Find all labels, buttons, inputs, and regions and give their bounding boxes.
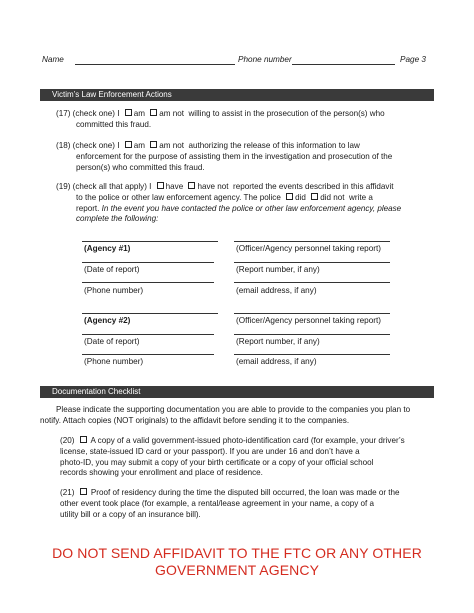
- q21-line-2: other event took place (for example, a rental/lease agreement in your name, a copy of a: [60, 498, 375, 508]
- q19-opt-have-not: have not: [197, 182, 229, 191]
- q19-opt-did-not: did not: [320, 192, 345, 202]
- agency-1-report-line[interactable]: [234, 262, 390, 263]
- agency-2-field-line[interactable]: [82, 313, 218, 314]
- agency-1-report-label: (Report number, if any): [236, 265, 320, 274]
- q19-text: reported the events described in this affidavit: [233, 182, 394, 191]
- q20-line-4: records showing your enrollment and place of residence.: [60, 468, 263, 478]
- q19-text-3: write a: [349, 192, 373, 202]
- q18-opt-am-not: am not: [159, 141, 184, 150]
- q19-text-4: report.: [76, 203, 100, 213]
- agency-1-date-line[interactable]: [82, 262, 214, 263]
- intro-line-1: Please indicate the supporting documentation you are able to provide to the companies you plan to: [56, 405, 411, 414]
- question-17: [56, 109, 436, 131]
- q20-checkbox[interactable]: [80, 436, 87, 443]
- agency-2-report-line[interactable]: [234, 334, 390, 335]
- agency-1-label: (Agency #1): [84, 244, 131, 253]
- q20-number: (20): [60, 436, 75, 445]
- question-19: [56, 182, 436, 225]
- q17-text: willing to assist in the prosecution of the person(s) who: [188, 109, 385, 118]
- q18-opt-am: am: [133, 141, 145, 150]
- q18-text: authorizing the release of this information to law: [188, 141, 360, 150]
- agency-2-phone-line[interactable]: [82, 354, 214, 355]
- agency-1-phone-label: (Phone number): [84, 286, 144, 295]
- q21-line-1: Proof of residency during the time the disputed bill occurred, the loan was made or the: [90, 488, 400, 497]
- agency-1-email-label: (email address, if any): [236, 286, 317, 295]
- agency-1-field-line[interactable]: [82, 241, 218, 242]
- agency-1-date-label: (Date of report): [84, 265, 140, 274]
- q17-text-2: committed this fraud.: [76, 119, 152, 129]
- q19-instruction-2: complete the following:: [76, 214, 159, 224]
- agency-2-phone-label: (Phone number): [84, 357, 144, 366]
- q20-line-2: license, state-issued ID card or your passport). If you are under 16 and don’t have a: [60, 446, 360, 456]
- q17-lead: (check one) I: [72, 109, 120, 118]
- q19-have-checkbox[interactable]: [157, 182, 164, 189]
- page-number: Page 3: [400, 55, 426, 64]
- name-field-line[interactable]: [75, 64, 235, 65]
- q19-opt-have: have: [165, 182, 184, 191]
- warning-line-2: GOVERNMENT AGENCY: [154, 562, 320, 578]
- agency-2-officer-line[interactable]: [234, 313, 390, 314]
- agency-1-officer-line[interactable]: [234, 241, 390, 242]
- question-21: [60, 488, 440, 520]
- q18-am-checkbox[interactable]: [125, 141, 132, 148]
- section-heading-law-enforcement: Victim’s Law Enforcement Actions: [40, 89, 434, 101]
- agency-2-officer-label: (Officer/Agency personnel taking report): [236, 316, 382, 325]
- q19-did-checkbox[interactable]: [286, 193, 293, 200]
- q19-did-not-checkbox[interactable]: [311, 193, 318, 200]
- q19-number: (19): [56, 182, 71, 191]
- agency-1-phone-line[interactable]: [82, 282, 214, 283]
- warning-line-1: DO NOT SEND AFFIDAVIT TO THE FTC OR ANY OTHER: [52, 545, 422, 561]
- q19-have-not-checkbox[interactable]: [188, 182, 195, 189]
- phone-label: Phone number: [238, 55, 292, 64]
- q19-instruction: In the event you have contacted the police or other law enforcement agency, please: [101, 203, 402, 213]
- q17-am-not-checkbox[interactable]: [150, 109, 157, 116]
- q19-opt-did: did: [295, 192, 306, 202]
- section-heading-documentation: Documentation Checklist: [40, 386, 434, 398]
- agency-2-label: (Agency #2): [84, 316, 131, 325]
- q21-number: (21): [60, 488, 75, 497]
- agency-2-report-label: (Report number, if any): [236, 337, 320, 346]
- documentation-intro: [40, 405, 440, 427]
- agency-2-date-label: (Date of report): [84, 337, 140, 346]
- q19-lead: (check all that apply) I: [72, 182, 152, 191]
- q17-am-checkbox[interactable]: [125, 109, 132, 116]
- question-20: [60, 436, 440, 479]
- agency-1-email-line[interactable]: [234, 282, 390, 283]
- agency-1-officer-label: (Officer/Agency personnel taking report): [236, 244, 382, 253]
- q18-number: (18): [56, 141, 71, 150]
- q18-text-3: person(s) who committed this fraud.: [76, 162, 205, 172]
- agency-2-email-line[interactable]: [234, 354, 390, 355]
- name-label: Name: [42, 55, 64, 64]
- q18-am-not-checkbox[interactable]: [150, 141, 157, 148]
- q21-line-3: utility bill or a copy of an insurance bill).: [60, 509, 201, 519]
- q18-text-2: enforcement for the purpose of assisting them in the investigation and prosecution of the: [76, 151, 393, 161]
- agency-2-date-line[interactable]: [82, 334, 214, 335]
- q20-line-3: photo-ID, you may submit a copy of your birth certificate or a copy of your official school: [60, 457, 374, 467]
- phone-field-line[interactable]: [292, 64, 395, 65]
- question-18: [56, 141, 436, 173]
- q20-line-1: A copy of a valid government-issued photo-identification card (for example, your driver’s: [90, 436, 405, 445]
- warning-notice: [40, 545, 434, 579]
- intro-line-2: notify. Attach copies (NOT originals) to the affidavit before sending it to the companies.: [40, 415, 350, 425]
- q17-opt-am-not: am not: [159, 109, 184, 118]
- q19-text-2: to the police or other law enforcement agency. The police: [76, 192, 281, 202]
- q21-checkbox[interactable]: [80, 488, 87, 495]
- q17-number: (17): [56, 109, 71, 118]
- q17-opt-am: am: [133, 109, 145, 118]
- agency-2-email-label: (email address, if any): [236, 357, 317, 366]
- q18-lead: (check one) I: [72, 141, 120, 150]
